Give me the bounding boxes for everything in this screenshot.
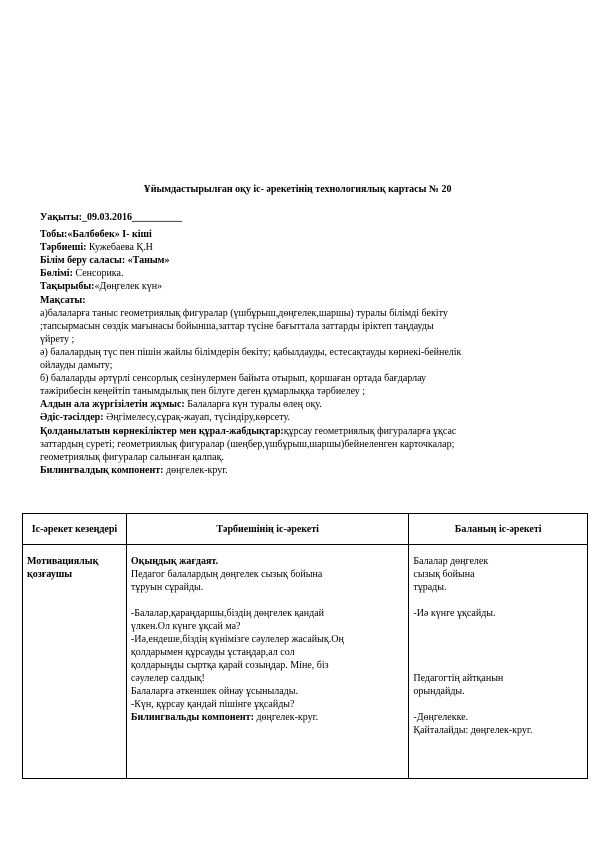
child-lines xyxy=(413,555,583,737)
child-text-line: тұрады. xyxy=(413,582,447,593)
child-text-line xyxy=(413,698,583,711)
teacher-lines xyxy=(131,568,404,711)
teacher-text-line: Балаларға әткеншек ойнау ұсынылады. xyxy=(130,686,298,697)
area-label: Білім беру саласы: xyxy=(40,255,126,267)
bilingual-value: дөңгелек-круг. xyxy=(163,464,228,476)
child-text-line xyxy=(413,659,583,672)
teacher-bilingual-value: дөңгелек-круг. xyxy=(253,712,319,723)
teacher-line xyxy=(40,241,560,254)
teacher-text-line: үлкен.Ол күнге ұқсай ма? xyxy=(130,621,241,632)
stage-cell xyxy=(23,545,127,779)
materials-label: Қолданылатын көрнекіліктер мен құрал-жабдықтар: xyxy=(40,425,284,437)
materials-line xyxy=(40,425,560,438)
teacher-text-line: -Иә,ендеше,біздің күнімізге сәулелер жасайық.Оң xyxy=(130,634,344,645)
teacher-value: Кужебаева Қ.Н xyxy=(86,242,153,254)
header-teacher: Тәрбиешінің іс-әрекеті xyxy=(126,514,408,545)
materials-value: құрсау геометриялық фигураларға ұқсас xyxy=(283,425,457,437)
child-text-line xyxy=(413,633,583,646)
goal-line: а)балаларға таныс геометриялық фигуралар (үшбұрыш,дөңгелек,шаршы) туралы білімді бекіту xyxy=(40,307,448,319)
materials-line: геометриялық фигуралар салынған қалпақ. xyxy=(40,451,224,463)
header-child: Баланың іс-әрекеті xyxy=(409,514,588,545)
topic-value: «Дөңгелек күн» xyxy=(94,281,163,293)
section-line xyxy=(40,267,560,280)
child-text-line xyxy=(413,646,583,659)
topic-label: Тақырыбы: xyxy=(40,281,95,293)
table-row xyxy=(23,545,588,779)
document-title: Ұйымдастырылған оқу іс- әрекетінің технологиялық картасы № 20 xyxy=(143,184,452,195)
materials-line: заттардың суреті; геометриялық фигуралар (шеңбер,үшбұрыш,шаршы)бейнеленген карточкалар; xyxy=(40,438,455,450)
goal-line: тәжірибесін кеңейтіп танымдылық пен білуге деген құмарлыққа тәрбиелеу ; xyxy=(40,386,366,398)
child-text-line: Педагогтің айтқанын xyxy=(413,673,504,684)
stage-name: Мотивациялық қозғаушы xyxy=(27,556,99,580)
group-line xyxy=(40,228,560,241)
section-value: Сенсорика. xyxy=(72,268,124,280)
goal-line: ойлауды дамыту; xyxy=(40,360,113,372)
teacher-heading: Оқыңдық жағдаят. xyxy=(130,556,219,567)
prelim-value: Балаларға күн туралы өлең оқу. xyxy=(184,399,322,411)
bilingual-line xyxy=(40,464,560,477)
teacher-label: Тәрбиеші: xyxy=(40,242,87,254)
date-line xyxy=(40,211,560,224)
area-value: «Таным» xyxy=(125,255,170,267)
date-label: Уақыты: xyxy=(40,212,82,223)
document-body xyxy=(40,211,560,477)
teacher-text-line: тұруын сұрайды. xyxy=(130,582,204,593)
teacher-text-line xyxy=(131,594,404,607)
lesson-table xyxy=(22,513,588,779)
child-text-line: -Иә күнге ұқсайды. xyxy=(413,608,496,619)
group-value: «Балбөбек» І- кіші xyxy=(67,229,152,241)
topic-line xyxy=(40,280,560,293)
goal-line: ;тапсырмасын сөздік мағынасы бойынша,заттар түсіне бағыттала заттарды іріктеп таңдауды xyxy=(40,320,434,332)
teacher-bilingual xyxy=(131,711,404,724)
group-label: Тобы: xyxy=(40,229,68,241)
child-text-line xyxy=(413,620,583,633)
teacher-text-line: қолдарымен құрсауды ұстаңдар,ал сол xyxy=(130,647,295,658)
header-stages: Іс-әрекет кезеңдері xyxy=(23,514,127,545)
date-value: _09.03.2016__________ xyxy=(81,212,182,223)
table-header-row xyxy=(23,514,588,545)
child-text-line xyxy=(413,594,583,607)
teacher-text-line: Педагог балалардың дөңгелек сызық бойына xyxy=(130,569,323,580)
methods-line xyxy=(40,411,560,424)
methods-label: Әдіс-тәсілдер: xyxy=(40,412,104,424)
child-text-line: Балалар дөңгелек xyxy=(413,556,489,567)
teacher-text-line: сәулелер салдық! xyxy=(130,673,205,684)
goal-line: б) балаларды әртүрлі сенсорлық сезінулермен байыта отырып, қоршаған ортада бағдарлау xyxy=(40,373,427,385)
section-label: Бөлімі: xyxy=(40,268,73,280)
prelim-line xyxy=(40,398,560,411)
child-text-line: Қайталайды: дөңгелек-круг. xyxy=(413,725,533,736)
child-text-line: -Дөңгелекке. xyxy=(413,712,469,723)
child-text-line: орындайды. xyxy=(413,686,465,697)
child-cell xyxy=(409,545,588,779)
teacher-cell xyxy=(126,545,408,779)
teacher-text-line: -Балалар,қараңдаршы,біздің дөңгелек қандай xyxy=(130,608,324,619)
teacher-bilingual-label: Билингвальды компонент: xyxy=(130,712,254,723)
goals-label: Мақсаты: xyxy=(40,294,86,306)
bilingual-label: Билингвалдық компонент: xyxy=(40,464,164,476)
methods-value: Әңгімелесу,сұрақ-жауап, түсіндіру,көрсету. xyxy=(103,412,290,424)
goal-line: үйрету ; xyxy=(40,333,75,345)
child-text-line: сызық бойына xyxy=(413,569,475,580)
goal-line: ә) балалардың түс пен пішін жайлы білімдерін бекіту; қабылдауды, естесақтауды көрнекі-бейнелік xyxy=(40,346,462,358)
prelim-label: Алдын ала жүргізілетін жұмыс: xyxy=(40,399,185,411)
teacher-text-line: -Күн, құрсау қандай пішінге ұқсайды? xyxy=(130,699,295,710)
area-line xyxy=(40,254,560,267)
teacher-text-line: қолдарыңды сыртқа қарай созыңдар. Міне, біз xyxy=(130,660,329,671)
